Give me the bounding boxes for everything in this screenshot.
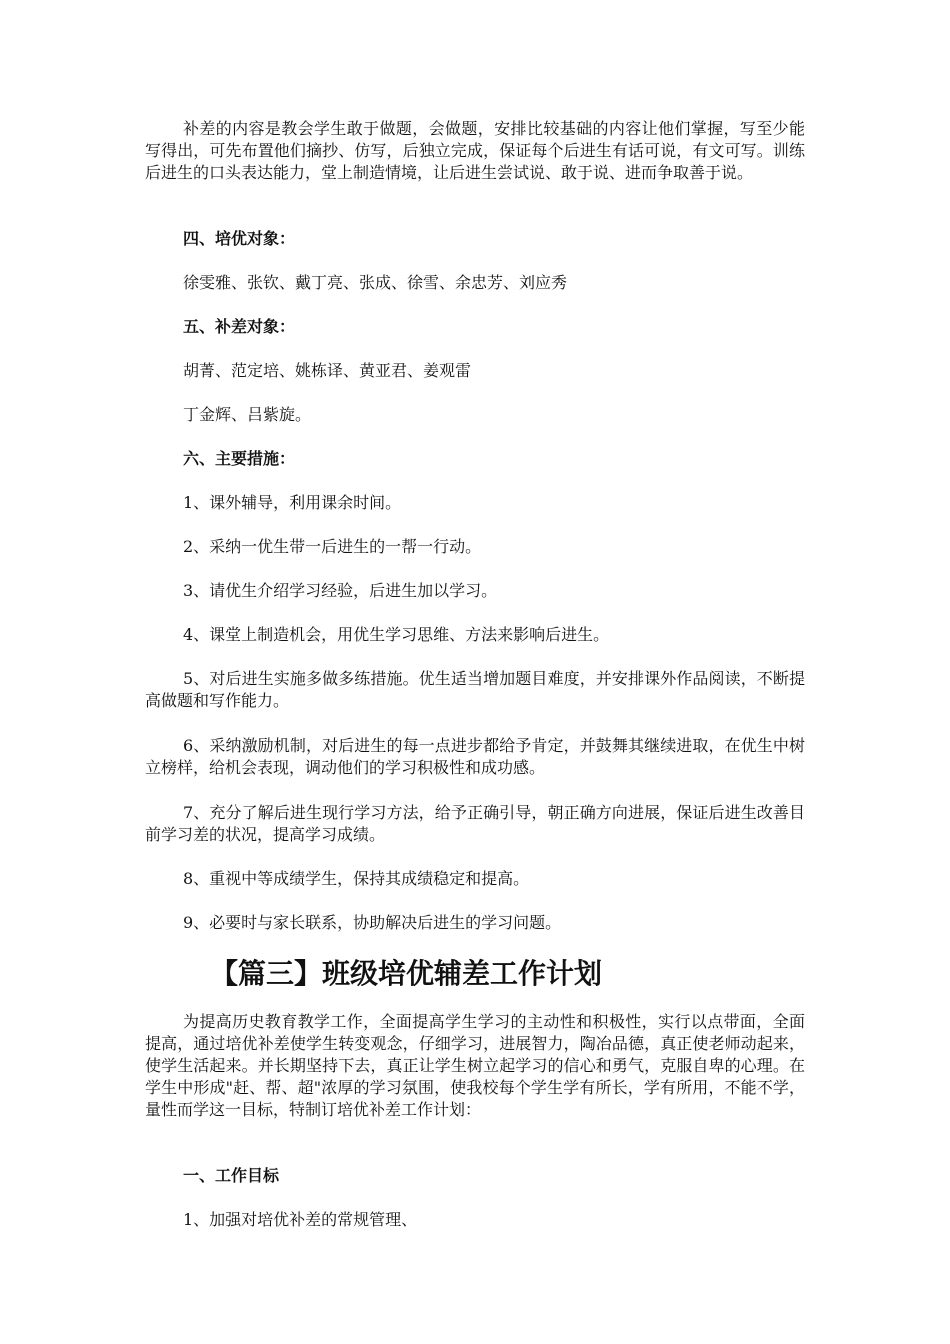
- measure-item-6: 6、采纳激励机制，对后进生的每一点进步都给予肯定，并鼓舞其继续进取，在优生中树立榜样，给机会表现，调动他们的学习积极性和成功感。: [145, 736, 805, 777]
- buchai-students-list-2: 丁金辉、吕紫旋。: [183, 405, 312, 424]
- heading-work-goals: 一、工作目标: [183, 1166, 280, 1185]
- goal-item-1: 1、加强对培优补差的常规管理、: [183, 1210, 418, 1229]
- measure-item-7: 7、充分了解后进生现行学习方法，给予正确引导，朝正确方向进展，保证后进生改善目前学习差的状况，提高学习成绩。: [145, 803, 805, 844]
- measure-item-8: 8、重视中等成绩学生，保持其成绩稳定和提高。: [183, 869, 530, 888]
- heading-peiyou-targets: 四、培优对象：: [183, 229, 296, 248]
- peiyou-students-list: 徐雯雅、张钦、戴丁亮、张成、徐雪、余忠芳、刘应秀: [183, 273, 568, 292]
- buchai-students-list-1: 胡菁、范定培、姚栋译、黄亚君、姜观雷: [183, 361, 472, 380]
- heading-buchai-targets: 五、补差对象：: [183, 317, 296, 336]
- heading-main-measures: 六、主要措施：: [183, 449, 296, 468]
- measure-item-4: 4、课堂上制造机会，用优生学习思维、方法来影响后进生。: [183, 625, 610, 644]
- measure-item-3: 3、请优生介绍学习经验，后进生加以学习。: [183, 581, 498, 600]
- section-intro-paragraph: 为提高历史教育教学工作，全面提高学生学习的主动性和积极性，实行以点带面，全面提高，通过培优补差使学生转变观念，仔细学习，进展智力，陶冶品德，真正使老师动起来，使学生活起来。并长期坚持下去，真正让学生树立起学习的信心和勇气，克服自卑的心理。在学生中形成"赶、帮、超"浓厚的学习氛围，使我校每个学生学有所长，学有所用，不能不学，量性而学这一目标，特制订培优补差工作计划：: [145, 1012, 805, 1119]
- measure-item-1: 1、课外辅导，利用课余时间。: [183, 493, 402, 512]
- section-title: 【篇三】班级培优辅差工作计划: [210, 957, 603, 990]
- measure-item-9: 9、必要时与家长联系，协助解决后进生的学习问题。: [183, 913, 562, 932]
- measure-item-5: 5、对后进生实施多做多练措施。优生适当增加题目难度，并安排课外作品阅读，不断提高做题和写作能力。: [145, 669, 805, 710]
- intro-paragraph: 补差的内容是教会学生敢于做题，会做题，安排比较基础的内容让他们掌握，写至少能写得出，可先布置他们摘抄、仿写，后独立完成，保证每个后进生有话可说，有文可写。训练后进生的口头表达能力，堂上制造情境，让后进生尝试说、敢于说、进而争取善于说。: [145, 119, 805, 182]
- measure-item-2: 2、采纳一优生带一后进生的一帮一行动。: [183, 537, 482, 556]
